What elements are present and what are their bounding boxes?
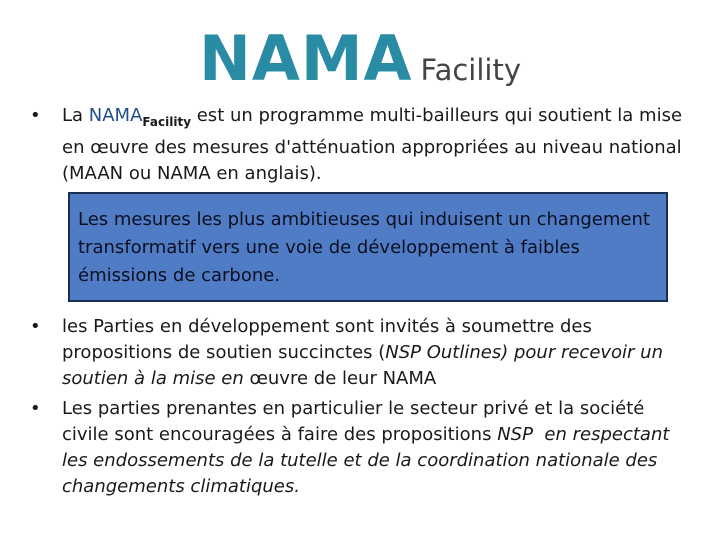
nama-facility-logo: [0, 22, 720, 95]
bullet-dot: •: [30, 105, 41, 126]
nama-term: NAMA: [88, 105, 143, 126]
bullet-text: Les parties prenantes en particulier le secteur privé et la société civile sont encouragées à faire des propositions NSP en respectant les endossements de la tutelle et de la coordination nationale des changements climatiques.: [62, 398, 670, 497]
facility-subscript: Facility: [142, 115, 192, 129]
highlight-box: [68, 192, 668, 302]
bullet-text: La $NAMA_{Facility}$ est un programme multi-bailleurs qui soutient la mise en œuvre des mesures d'atténuation appropriées au niveau national (MAAN ou NAMA en anglais).: [62, 105, 683, 184]
bullet-dot: •: [30, 316, 41, 337]
logo-nama-text: NAMA: [198, 22, 413, 95]
bullet-stakeholders: [30, 396, 695, 500]
logo-facility-text: Facility: [420, 53, 521, 87]
bullet-text: les Parties en développement sont invités à soumettre des propositions de soutien succinctes (NSP Outlines) pour recevoir un soutien à la mise en œuvre de leur NAMA: [62, 316, 663, 389]
bullet-dot: •: [30, 398, 41, 419]
bullet-parties: [30, 314, 695, 392]
bullet-nama-intro: [30, 103, 695, 187]
highlight-text: Les mesures les plus ambitieuses qui induisent un changement transformatif vers une voie de développement à faibles émissions de carbone.: [78, 209, 650, 286]
